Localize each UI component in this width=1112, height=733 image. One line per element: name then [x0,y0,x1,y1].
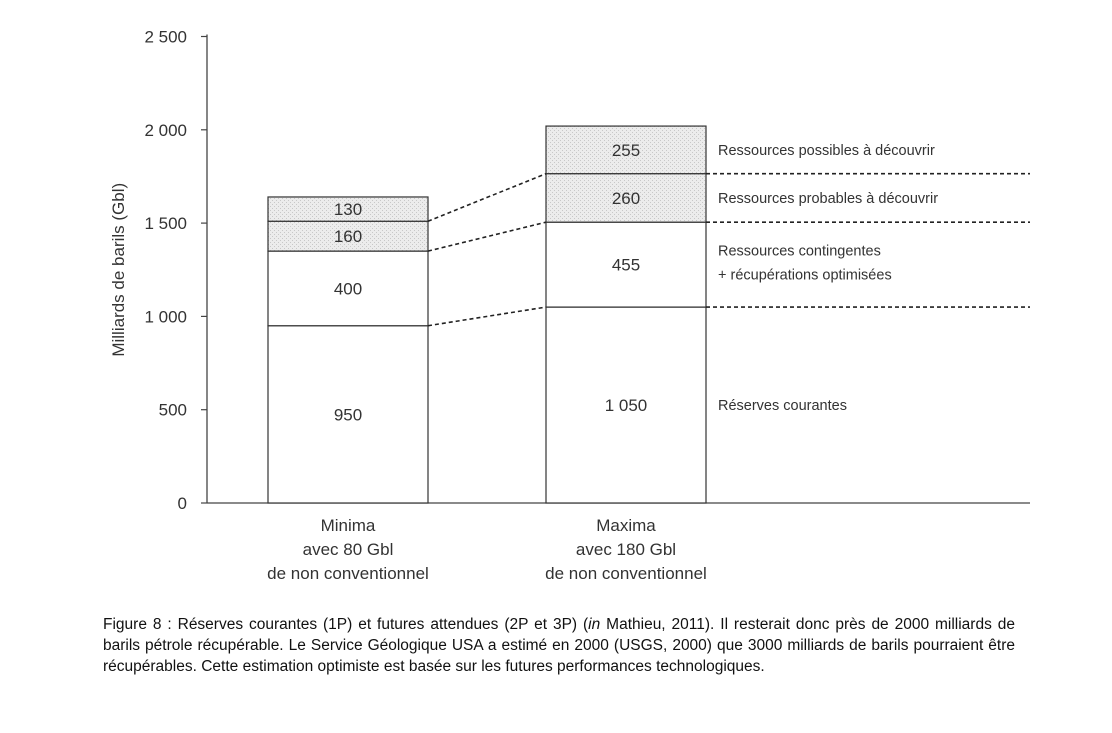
segment-value-label: 1 050 [604,396,648,416]
segment-value-label: 260 [611,188,641,208]
segment-value-label: 160 [333,227,363,247]
segment-value-label: 130 [333,200,363,220]
dashed-connector [428,174,546,222]
y-tick-label: 500 [158,400,187,420]
series-annotation: Réserves courantes [718,398,847,415]
segment-value-label: 255 [611,140,641,160]
segment-value-label: 950 [333,405,363,425]
caption-prefix: Figure 8 : Réserves courantes (1P) et futures attendues (2P et 3P) ( [103,616,589,633]
series-annotation: Ressources contingentes [718,243,881,260]
y-tick-label: 1 500 [144,214,187,234]
y-tick-label: 0 [177,494,187,513]
y-axis-title: Milliards de barils (Gbl) [109,182,128,357]
series-annotation: Ressources possibles à découvrir [718,142,935,159]
segment-value-label: 455 [611,255,641,275]
dashed-connector [428,307,546,326]
caption-italic: in [588,616,601,633]
dashed-connector [428,222,546,251]
y-tick-label: 1 000 [144,307,187,327]
category-label: avec 180 Gbl [575,540,677,559]
category-label: Minima [320,516,376,535]
y-tick-label: 2 000 [144,120,187,140]
category-label: avec 80 Gbl [302,540,394,559]
caption-suffix: Mathieu, 2011). Il resterait donc près de 2000 milliards de barils pétrole récupérable. Le Service Géologique USA a estimé en 2000 (USGS, 2000) que 3000 milliards de barils pourraient être récupérables. Cette estimation optimiste est basée sur les futures performances technologiques. [103,616,1015,675]
category-label: de non conventionnel [545,564,707,583]
series-annotation: Ressources probables à découvrir [718,190,939,207]
category-label: de non conventionnel [267,564,429,583]
segment-value-label: 400 [333,279,363,299]
figure-caption [103,614,1015,677]
category-label: Maxima [596,516,656,535]
y-tick-label: 2 500 [144,27,187,47]
series-annotation: + récupérations optimisées [718,267,892,284]
